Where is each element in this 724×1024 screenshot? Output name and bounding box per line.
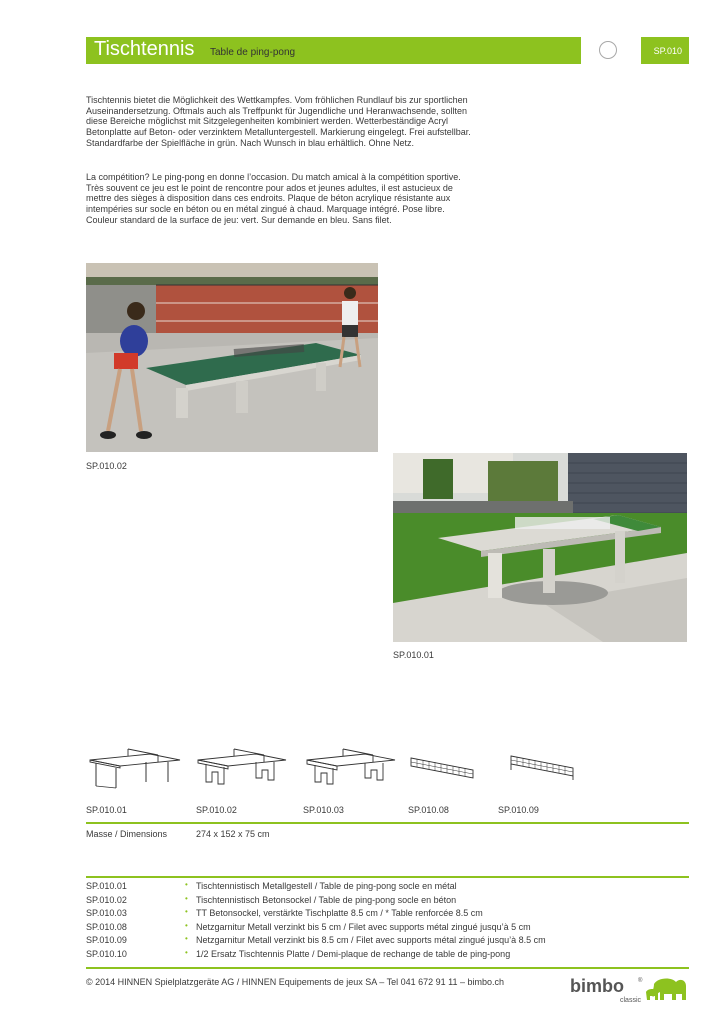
thumbnail-code: SP.010.08: [408, 805, 449, 815]
list-item: [86, 922, 686, 936]
article-code: SP.010.09: [86, 935, 127, 945]
elephant-icon: [646, 978, 686, 1000]
photo-players: [86, 263, 378, 452]
list-item: [86, 895, 686, 909]
article-code: SP.010.10: [86, 948, 127, 959]
bullet-icon: •: [185, 947, 188, 957]
page-subtitle: Table de ping-pong: [210, 47, 296, 58]
bullet-icon: •: [185, 893, 188, 903]
divider: [86, 822, 689, 824]
description-fr: La compétition? Le ping-pong en donne l’occasion. Du match amical à la compétition sportive. Très souvent ce jeu est le point de rencontre pour ados et jeunes adultes, il est astucieux de mettre des sièges à disposition dans ces endroits. Plaque de béton acrylique résistante aux intempéries sur socle en béton ou en métal zingué à chaud. Marquage intégré. Pose libre. Couleur standard de la surface de jeu: vert. Sur demande en bleu. Sans filet.: [86, 172, 461, 225]
description-de: Tischtennis bietet die Möglichkeit des Wettkampfes. Vom fröhlichen Rundlauf bis zur sportlichen Auseinandersetzung. Oftmals auch als Treffpunkt für Jugendliche und Heranwachsende, sollten diese Bereiche möglichst mit Sitzgelegenheiten kombiniert werden. Wetterbeständige Acryl Betonplatte auf Beton- oder verzinktem Metalluntergestell. Markierung eingelegt. Frei aufstellbar. Standardfarbe der Spielfläche in grün. Nach Wunsch in blau erhältlich. Ohne Netz.: [86, 95, 471, 148]
table-metal-base-drawing: [88, 748, 183, 790]
article-code: SP.010.01: [86, 881, 127, 891]
thumbnail-code: SP.010.02: [196, 805, 237, 815]
net-drawing: [409, 756, 477, 782]
table-concrete-base-drawing: [196, 748, 288, 790]
logo-brand: bimbo: [570, 976, 624, 996]
article-code: SP.010.03: [86, 908, 127, 918]
divider: [86, 876, 689, 878]
divider: [86, 967, 689, 969]
dimensions-label: Masse / Dimensions: [86, 829, 168, 839]
thumbnail-code: SP.010.09: [498, 805, 539, 815]
header-bar: [86, 37, 581, 64]
logo-registered: ®: [638, 978, 643, 984]
photo-caption: SP.010.01: [393, 650, 434, 660]
page-title: Tischtennis: [94, 38, 195, 60]
net-drawing: [509, 754, 577, 780]
table-concrete-reinforced-drawing: [305, 748, 397, 790]
article-description: TT Betonsockel, verstärkte Tischplatte 8.5 cm / * Table renforcée 8.5 cm: [196, 908, 483, 918]
article-list: [86, 881, 686, 962]
logo-sub: classic: [620, 997, 642, 1004]
bullet-icon: •: [185, 907, 188, 916]
list-item: [86, 881, 686, 895]
product-code: SP.010: [653, 46, 682, 56]
article-description: 1/2 Ersatz Tischtennis Platte / Demi-plaque de rechange de table de ping-pong: [196, 948, 511, 959]
bullet-icon: •: [185, 880, 188, 889]
article-description: Netzgarnitur Metall verzinkt bis 8.5 cm / Filet avec supports métal zingué jusqu’à 8.5 cm: [196, 935, 546, 945]
article-description: Netzgarnitur Metall verzinkt bis 5 cm / Filet avec supports métal zingué jusqu’à 5 cm: [196, 921, 531, 932]
photo-caption: SP.010.02: [86, 461, 127, 471]
list-item: [86, 908, 686, 922]
article-code: SP.010.08: [86, 921, 127, 932]
product-code-box: [641, 37, 689, 64]
article-description: Tischtennistisch Metallgestell / Table de ping-pong socle en métal: [196, 881, 457, 891]
photo-players-image: [86, 263, 378, 452]
article-description: Tischtennistisch Betonsockel / Table de ping-pong socle en béton: [196, 894, 457, 905]
thumbnail-code: SP.010.03: [303, 805, 344, 815]
circle-icon: [599, 41, 617, 59]
article-code: SP.010.02: [86, 894, 127, 905]
footer-copyright: © 2014 HINNEN Spielplatzgeräte AG / HINNEN Equipements de jeux SA – Tel 041 672 91 11 – bimbo.ch: [86, 977, 505, 987]
photo-table-garden-image: [393, 453, 687, 642]
thumbnail-code: SP.010.01: [86, 805, 127, 815]
list-item: [86, 935, 686, 949]
dimensions-value: 274 x 152 x 75 cm: [196, 829, 270, 839]
photo-table-garden: [393, 453, 687, 642]
bullet-icon: •: [185, 934, 188, 943]
bullet-icon: •: [185, 920, 188, 930]
list-item: [86, 949, 686, 963]
bimbo-logo: [568, 974, 694, 1006]
